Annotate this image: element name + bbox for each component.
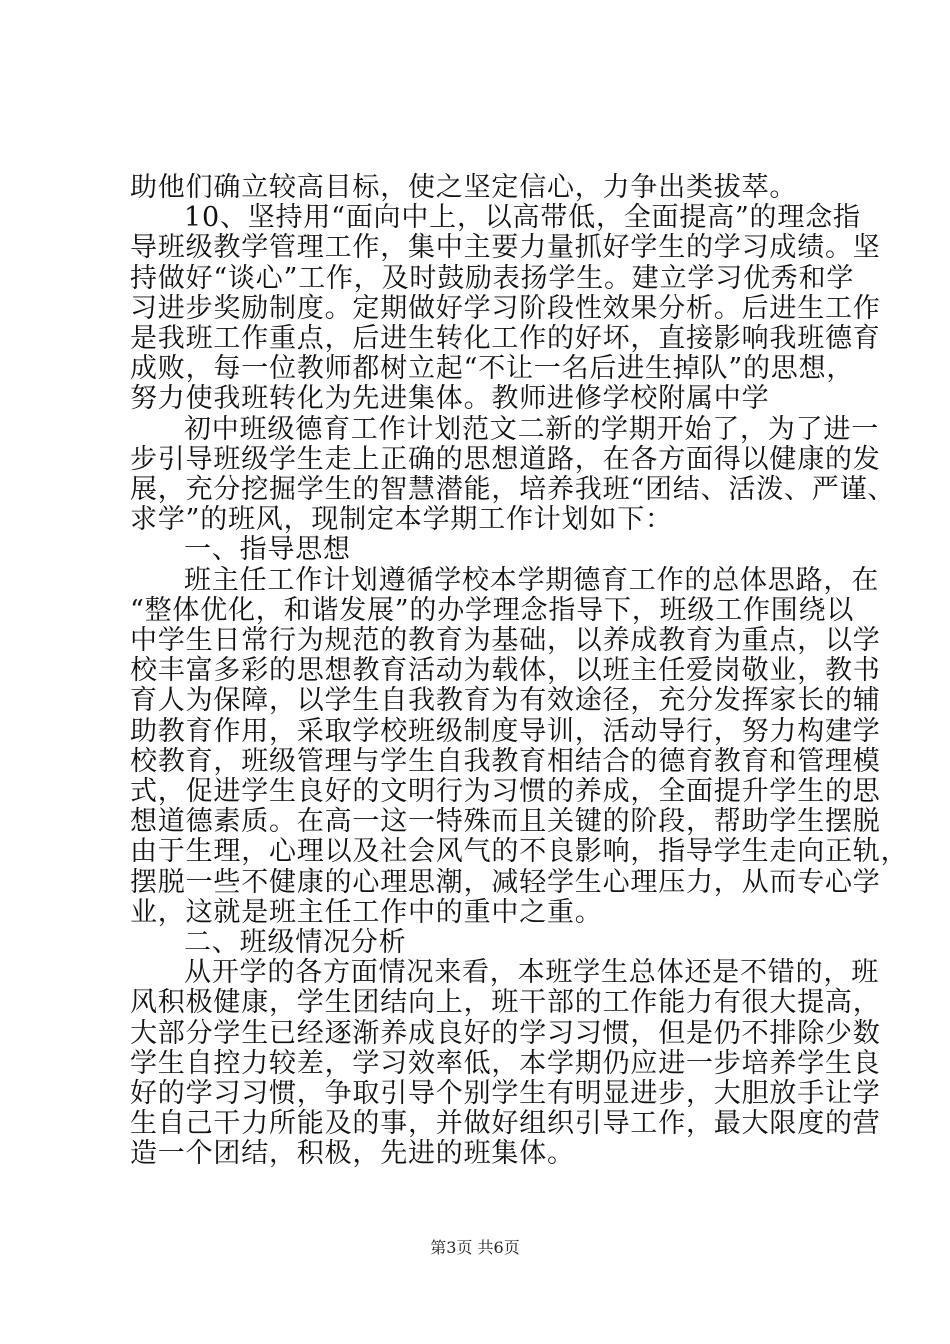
text-line: “整体优化，和谐发展”的办学理念指导下，班级工作围绕以 (130, 594, 855, 626)
text-line: 导班级教学管理工作，集中主要力量抓好学生的学习成绩。坚 (130, 232, 881, 264)
text-line: 助教育作用，采取学校班级制度导训，活动导行，努力构建学 (130, 715, 881, 747)
text-line: 业，这就是班主任工作中的重中之重。 (130, 896, 603, 928)
text-line: 造一个团结，积极，先进的班集体。 (130, 1138, 575, 1170)
text-line: 育人为保障，以学生自我教育为有效途径，充分发挥家长的辅 (130, 685, 881, 717)
text-line: 从开学的各方面情况来看，本班学生总体还是不错的，班 (184, 957, 879, 989)
text-line: 中学生日常行为规范的教育为基础，以养成教育为重点，以学 (130, 625, 881, 656)
text-line: 风积极健康，学生团结向上，班干部的工作能力有很大提高， (130, 987, 881, 1019)
text-line: 由于生理，心理以及社会风气的不良影响，指导学生走向正轨， (130, 836, 909, 868)
text-line: 助他们确立较高目标，使之坚定信心，力争出类拔萃。 (130, 172, 798, 203)
text-line: 式，促进学生良好的文明行为习惯的养成，全面提升学生的思 (130, 776, 881, 807)
text-line: 想道德素质。在高一这一特殊而且关键的阶段，帮助学生摆脱 (130, 806, 881, 838)
text-line: 校丰富多彩的思想教育活动为载体，以班主任爱岗敬业，教书 (130, 655, 881, 687)
text-line: 是我班工作重点，后进生转化工作的好坏，直接影响我班德育 (130, 323, 881, 354)
text-line: 10、坚持用“面向中上，以高带低，全面提高”的理念指 (184, 202, 861, 234)
text-line: 摆脱一些不健康的心理思潮，减轻学生心理压力，从而专心学 (130, 866, 881, 898)
text-line: 成败，每一位教师都树立起“不让一名后进生掉队”的思想， (130, 353, 855, 385)
text-line: 努力使我班转化为先进集体。教师进修学校附属中学 (130, 383, 770, 415)
text-line: 求学”的班风，现制定本学期工作计划如下： (130, 504, 673, 536)
section-heading: 一、指导思想 (184, 534, 351, 566)
text-line: 大部分学生已经逐渐养成良好的学习习惯，但是仍不排除少数 (130, 1017, 881, 1049)
text-line: 学生自控力较差，学习效率低，本学期仍应进一步培养学生良 (130, 1047, 881, 1079)
text-line: 班主任工作计划遵循学校本学期德育工作的总体思路，在 (184, 564, 879, 596)
text-line: 习进步奖励制度。定期做好学习阶段性效果分析。后进生工作 (130, 292, 881, 324)
text-line: 持做好“谈心”工作，及时鼓励表扬学生。建立学习优秀和学 (130, 262, 855, 294)
text-line: 生自己干力所能及的事，并做好组织引导工作，最大限度的营 (130, 1108, 881, 1140)
section-heading: 二、班级情况分析 (184, 927, 407, 958)
text-line: 初中班级德育工作计划范文二新的学期开始了，为了进一 (184, 413, 879, 445)
text-line: 展，充分挖掘学生的智慧潜能，培养我班“团结、活泼、严谨、 (130, 474, 896, 505)
page-number-footer: 第3页 共6页 (430, 1238, 520, 1257)
text-line: 校教育，班级管理与学生自我教育相结合的德育教育和管理模 (130, 745, 881, 777)
text-line: 好的学习习惯，争取引导个别学生有明显进步，大胆放手让学 (130, 1078, 881, 1109)
text-line: 步引导班级学生走上正确的思想道路，在各方面得以健康的发 (130, 443, 881, 475)
